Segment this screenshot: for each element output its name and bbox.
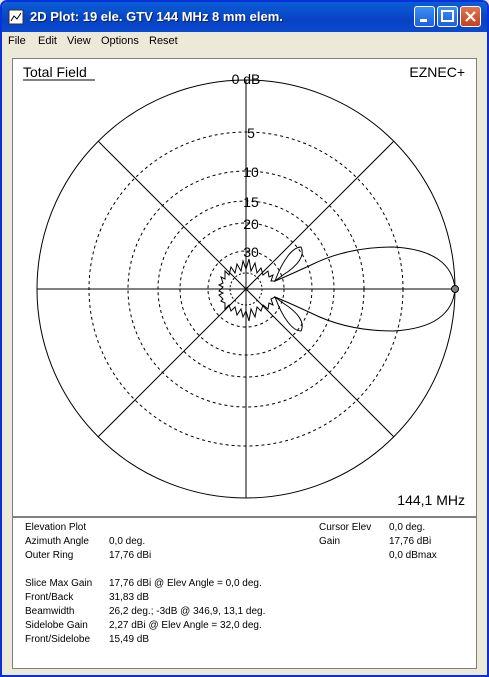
ring-label-5: 5	[247, 125, 255, 141]
minimize-icon	[415, 7, 434, 26]
menu-edit[interactable]: Edit	[38, 35, 57, 47]
info-label-gain: Gain	[319, 536, 341, 547]
sidelobe-upper	[275, 247, 302, 281]
info-value-azimuth: 0,0 deg.	[109, 536, 146, 547]
ring-label-15: 15	[243, 194, 259, 210]
info-panel	[12, 517, 477, 669]
stat-label-front-back: Front/Back	[25, 592, 74, 603]
stat-value-beamwidth: 26,2 deg.; -3dB @ 346,9, 13,1 deg.	[109, 606, 266, 617]
close-button[interactable]	[460, 6, 481, 27]
info-value-gain: 17,76 dBi	[389, 536, 432, 547]
stat-label-sidelobe-gain: Sidelobe Gain	[25, 620, 88, 631]
ring-label-0db: 0 dB	[231, 71, 261, 87]
menu-reset[interactable]: Reset	[149, 35, 178, 47]
stat-label-front-sidelobe: Front/Sidelobe	[25, 634, 91, 645]
ring-label-30: 30	[243, 244, 259, 260]
info-label-outer-ring: Outer Ring	[25, 550, 74, 561]
title-bar[interactable]	[2, 2, 487, 32]
eznec-brand: EZNEC+	[409, 64, 465, 80]
menu-options[interactable]: Options	[101, 35, 139, 47]
frequency-label: 144,1 MHz	[397, 492, 465, 508]
cursor-marker[interactable]	[452, 286, 459, 293]
menu-bar	[2, 32, 487, 52]
info-value-cursor-elev: 0,0 deg.	[389, 522, 426, 533]
ring-label-20: 20	[243, 216, 259, 232]
info-label-cursor-elev: Cursor Elev	[319, 522, 372, 533]
info-value-outer-ring: 17,76 dBi	[109, 550, 152, 561]
maximize-button[interactable]	[437, 6, 458, 27]
plot-type: Elevation Plot	[25, 522, 87, 533]
menu-file[interactable]: File	[8, 35, 26, 47]
window-title: 2D Plot: 19 ele. GTV 144 MHz 8 mm elem.	[30, 9, 283, 24]
stat-label-beamwidth: Beamwidth	[25, 606, 75, 617]
stat-label-slice-max: Slice Max Gain	[25, 578, 93, 589]
sidelobe-lower	[275, 297, 302, 331]
info-label-azimuth: Azimuth Angle	[25, 536, 89, 547]
field-label: Total Field	[23, 64, 87, 80]
minimize-button[interactable]	[414, 6, 435, 27]
ring-label-10: 10	[243, 164, 259, 180]
stat-value-sidelobe-gain: 2,27 dBi @ Elev Angle = 32,0 deg.	[109, 620, 262, 631]
info-value-dbmax: 0,0 dBmax	[389, 550, 437, 561]
menu-view[interactable]: View	[67, 35, 91, 47]
maximize-icon	[438, 7, 457, 26]
stat-value-front-back: 31,83 dB	[109, 592, 150, 603]
stat-value-slice-max: 17,76 dBi @ Elev Angle = 0,0 deg.	[109, 578, 262, 589]
close-icon	[461, 7, 480, 26]
polar-plot-area[interactable]	[12, 58, 477, 517]
polar-plot	[13, 59, 476, 516]
stat-value-front-sidelobe: 15,49 dB	[109, 634, 150, 645]
app-icon	[8, 9, 24, 25]
